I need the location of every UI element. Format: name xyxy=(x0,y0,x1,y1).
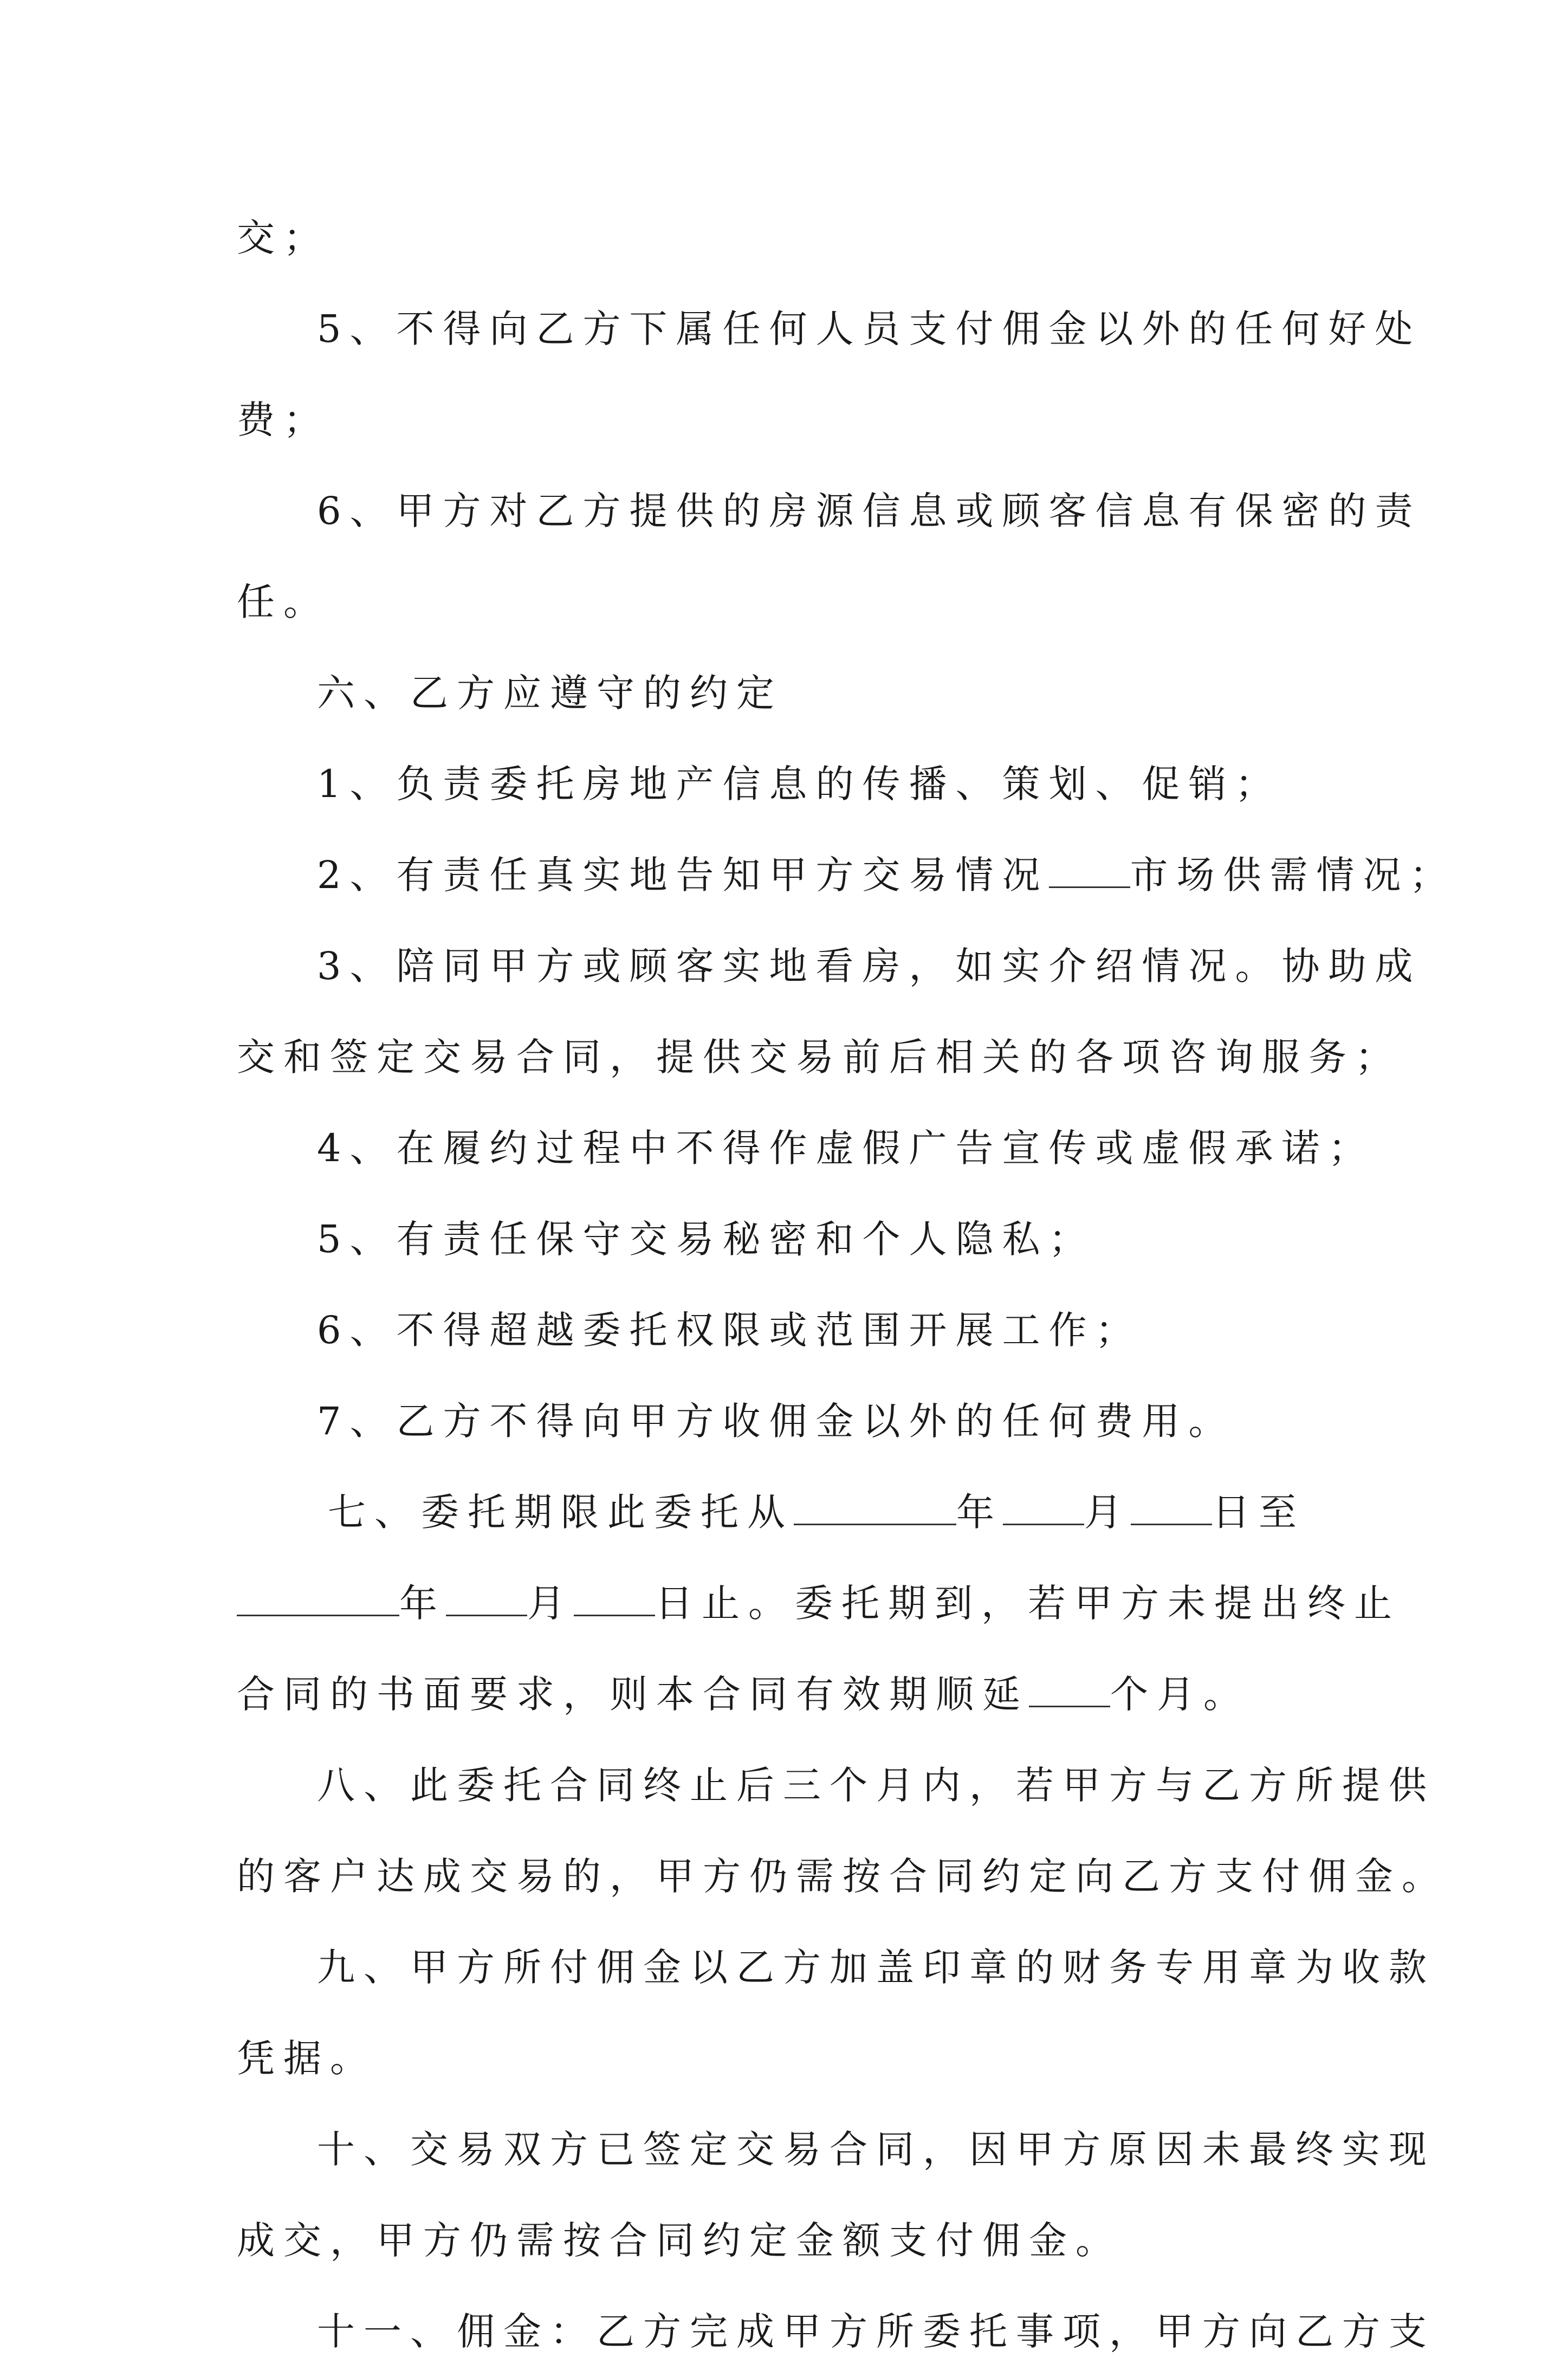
fill-in-blank xyxy=(1131,1491,1212,1525)
text-line xyxy=(237,1012,1402,1103)
line-text: 凭据。 xyxy=(237,2036,377,2081)
line-text: 1、负责委托房地产信息的传播、策划、促销； xyxy=(317,762,1282,806)
fill-in-blank xyxy=(794,1491,956,1525)
line-text: 6、不得超越委托权限或范围开展工作； xyxy=(317,1308,1142,1352)
fill-in-blank xyxy=(574,1582,655,1616)
line-text: 六、乙方应遵守的约定 xyxy=(317,671,783,715)
line-text: 日止。委托期到，若甲方未提出终止 xyxy=(655,1581,1401,1625)
fill-in-blank xyxy=(237,1582,399,1616)
section-heading xyxy=(237,1922,1435,2013)
line-text: 月 xyxy=(1084,1490,1131,1534)
line-text: 交和签定交易合同，提供交易前后相关的各项咨询服务； xyxy=(237,1035,1402,1079)
line-text: 十一、佣金：乙方完成甲方所委托事项，甲方向乙方支 xyxy=(317,2309,1435,2354)
text-line xyxy=(237,1831,1448,1922)
line-text: 月 xyxy=(527,1581,574,1625)
text-line xyxy=(237,465,1422,556)
line-text: 的客户达成交易的，甲方仍需按合同约定向乙方支付佣金。 xyxy=(237,1854,1448,1899)
text-line xyxy=(237,1194,1331,1285)
text-line xyxy=(237,1376,1331,1467)
text-line xyxy=(237,192,1331,283)
line-text: 7、乙方不得向甲方收佣金以外的任何费用。 xyxy=(317,1399,1235,1443)
text-line xyxy=(237,1103,1375,1194)
section-heading xyxy=(237,2104,1435,2195)
document-body xyxy=(237,192,1456,2377)
section-heading xyxy=(237,2286,1435,2377)
line-text: 日至 xyxy=(1212,1490,1305,1534)
line-text: 任。 xyxy=(237,580,330,624)
text-line xyxy=(237,1285,1331,1376)
fill-in-blank xyxy=(1029,1673,1110,1707)
fill-in-blank xyxy=(446,1582,527,1616)
line-text: 十、交易双方已签定交易合同，因甲方原因未最终实现 xyxy=(317,2127,1435,2172)
line-text: 年 xyxy=(956,1490,1003,1534)
line-text: 个月。 xyxy=(1110,1672,1250,1717)
line-text: 合同的书面要求，则本合同有效期顺延 xyxy=(237,1672,1029,1717)
section-heading xyxy=(237,1467,1331,1558)
line-text: 4、在履约过程中不得作虚假广告宣传或虚假承诺； xyxy=(317,1126,1375,1170)
text-line xyxy=(237,374,1331,465)
text-line xyxy=(237,1649,1331,1740)
text-line xyxy=(237,739,1331,830)
line-text: 成交，甲方仍需按合同约定金额支付佣金。 xyxy=(237,2218,1122,2263)
fill-in-blank xyxy=(1049,854,1130,888)
line-text: 费； xyxy=(237,398,330,442)
text-line xyxy=(237,2195,1331,2286)
line-text: 九、甲方所付佣金以乙方加盖印章的财务专用章为收款 xyxy=(317,1945,1435,1990)
fill-in-blank xyxy=(1003,1491,1084,1525)
line-text: 市场供需情况； xyxy=(1130,853,1456,897)
text-line xyxy=(237,283,1422,374)
line-text: 2、有责任真实地告知甲方交易情况 xyxy=(317,853,1049,897)
line-text: 5、不得向乙方下属任何人员支付佣金以外的任何好处 xyxy=(317,307,1422,351)
text-line xyxy=(237,2013,1331,2104)
section-heading xyxy=(237,647,1331,739)
section-heading xyxy=(237,1740,1435,1831)
text-line xyxy=(237,921,1422,1012)
line-text: 3、陪同甲方或顾客实地看房，如实介绍情况。协助成 xyxy=(317,944,1422,988)
line-text: 七、委托期限此委托从 xyxy=(328,1490,794,1534)
text-line xyxy=(237,1558,1401,1649)
line-text: 年 xyxy=(399,1581,446,1625)
line-text: 5、有责任保守交易秘密和个人隐私； xyxy=(317,1217,1096,1261)
text-line xyxy=(237,556,1331,647)
text-line xyxy=(237,830,1456,921)
line-text: 交； xyxy=(237,216,330,260)
line-text: 6、甲方对乙方提供的房源信息或顾客信息有保密的责 xyxy=(317,489,1422,533)
line-text: 八、此委托合同终止后三个月内，若甲方与乙方所提供 xyxy=(317,1763,1435,1808)
